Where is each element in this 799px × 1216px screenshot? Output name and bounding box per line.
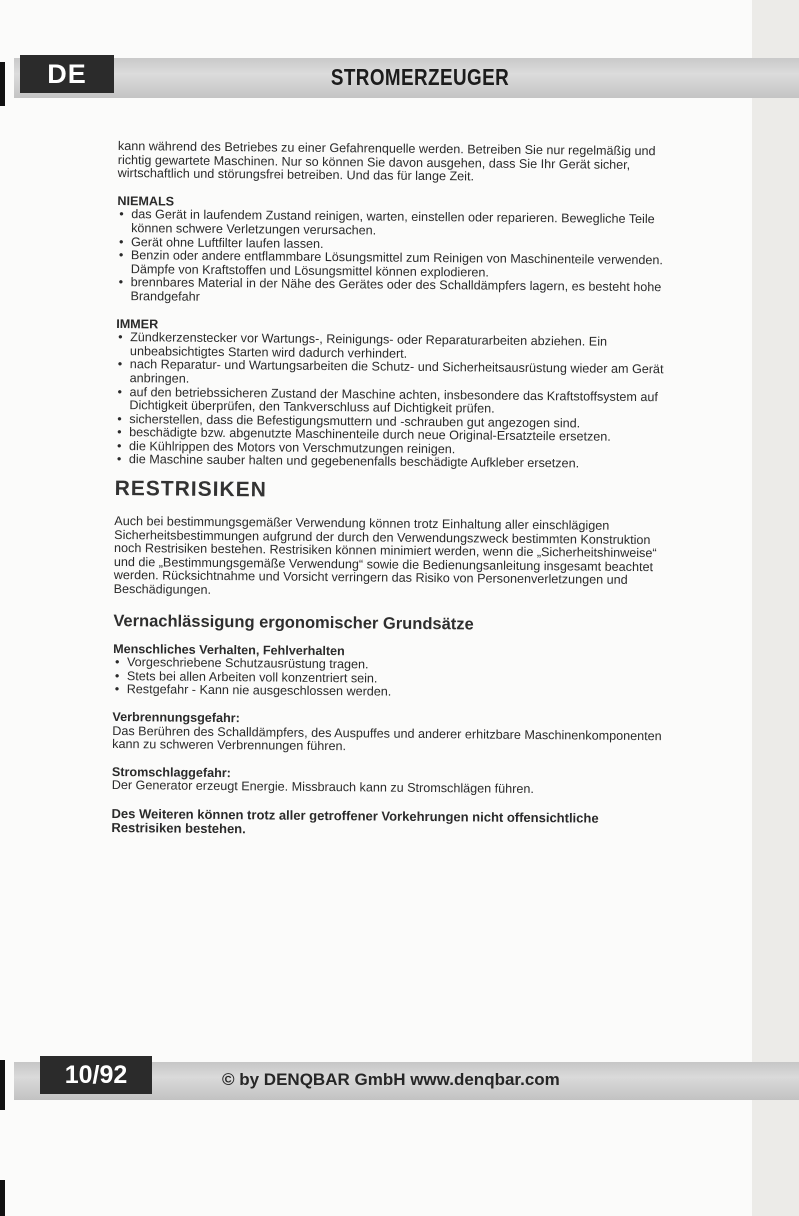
verbrennung-paragraph: Das Berühren des Schalldämpfers, des Auspuffes und anderer erhitzbare Maschinenkomponenten kann zu schweren Verbrennungen führen.: [112, 723, 662, 754]
list-item: • Zündkerzenstecker vor Wartungs-, Reinigungs- oder Reparaturarbeiten abziehen. Ein unbeabsichtigtes Starten wird dadurch verhindert.: [116, 331, 666, 363]
edge-mark-bottom: [0, 1180, 5, 1216]
edge-mark-middle: [0, 1060, 5, 1110]
language-badge: DE: [20, 55, 114, 93]
niemals-label: NIEMALS: [117, 193, 175, 209]
footer-copyright: © by DENQBAR GmbH www.denqbar.com: [222, 1070, 560, 1089]
list-item: • brennbares Material in der Nähe des Gerätes oder des Schalldämpfers lagern, es besteht hohe Brandgefahr: [116, 276, 666, 308]
list-item: • beschädigte bzw. abgenutzte Maschinenteile durch neue Original-Ersatzteile ersetzen.: [115, 426, 665, 445]
page-title: STROMERZEUGER: [330, 64, 510, 90]
closing-statement: Des Weiteren können trotz aller getroffener Vorkehrungen nicht offensichtliche Restrisiken bestehen.: [111, 805, 599, 837]
list-item: • auf den betriebssicheren Zustand der Maschine achten, insbesondere das Kraftstoffsystem auf Dichtigkeit überprüfen, den Tankverschluss auf Dichtigkeit prüfen.: [115, 385, 665, 417]
list-item: • sicherstellen, dass die Befestigungsmuttern und -schrauben gut angezogen sind.: [115, 413, 665, 432]
immer-list: [115, 331, 666, 472]
list-item: • Vorgeschriebene Schutzausrüstung tragen.: [113, 656, 663, 675]
list-item: • nach Reparatur- und Wartungsarbeiten die Schutz- und Sicherheitsausrüstung wieder am Gerät anbringen.: [116, 358, 666, 390]
verhalten-list: [113, 656, 663, 702]
verhalten-label: Menschliches Verhalten, Fehlverhalten: [113, 641, 345, 658]
list-item: • Gerät ohne Luftfilter laufen lassen.: [117, 236, 667, 255]
list-item: • das Gerät in laufendem Zustand reinigen, warten, einstellen oder reparieren. Bewegliche Teile können schwere Verletzungen verursachen.: [117, 208, 667, 240]
list-item: • die Maschine sauber halten und gegebenenfalls beschädigte Aufkleber ersetzen.: [115, 453, 665, 472]
content: [111, 140, 668, 840]
list-item: • Restgefahr - Kann nie ausgeschlossen werden.: [113, 683, 663, 702]
restrisiken-paragraph: Auch bei bestimmungsgemäßer Verwendung können trotz Einhaltung aller einschlägigen Sicherheitsbestimmungen aufgrund der durch den Verwendungszweck bestimmten Konstruktion noch Restrisiken bestehen. Restrisiken können minimiert werden, wenn die „Sicherheitshinweise“ und die „Bestimmungsgemäße Verwendung“ sowie die Bedienungsanleitung insgesamt beachtet werden. Rücksichtnahme und Vorsicht verringern das Risiko von Personenverletzungen und Beschädigungen.: [113, 514, 657, 597]
stromschlag-paragraph: Der Generator erzeugt Energie. Missbrauch kann zu Stromschlägen führen.: [111, 778, 534, 797]
intro-paragraph: kann während des Betriebes zu einer Gefahrenquelle werden. Betreiben Sie nur regelmäßig und richtig gewartete Maschinen. Nur so können Sie davon ausgehen, dass Sie Ihr Gerät sicher, wirtschaftlich und störungsfrei betreiben. Und das für lange Zeit.: [117, 139, 656, 184]
restrisiken-heading: RESTRISIKEN: [114, 477, 267, 502]
page-number: 10/92: [40, 1056, 152, 1094]
ergonomie-heading: Vernachlässigung ergonomischer Grundsätze: [113, 611, 474, 634]
niemals-list: [116, 208, 667, 308]
immer-label: IMMER: [116, 316, 159, 331]
stromschlag-label: Stromschlaggefahr:: [111, 764, 231, 780]
page-edge: [752, 0, 799, 1216]
verbrennung-label: Verbrennungsgefahr:: [112, 709, 240, 726]
edge-mark-top: [0, 62, 5, 106]
list-item: • Benzin oder andere entflammbare Lösungsmittel zum Reinigen von Maschinenteile verwenden. Dämpfe von Kraftstoffen und Lösungsmittel können explodieren.: [117, 249, 667, 281]
list-item: • Stets bei allen Arbeiten voll konzentriert sein.: [113, 670, 663, 689]
list-item: • die Kühlrippen des Motors von Verschmutzungen reinigen.: [115, 440, 665, 459]
